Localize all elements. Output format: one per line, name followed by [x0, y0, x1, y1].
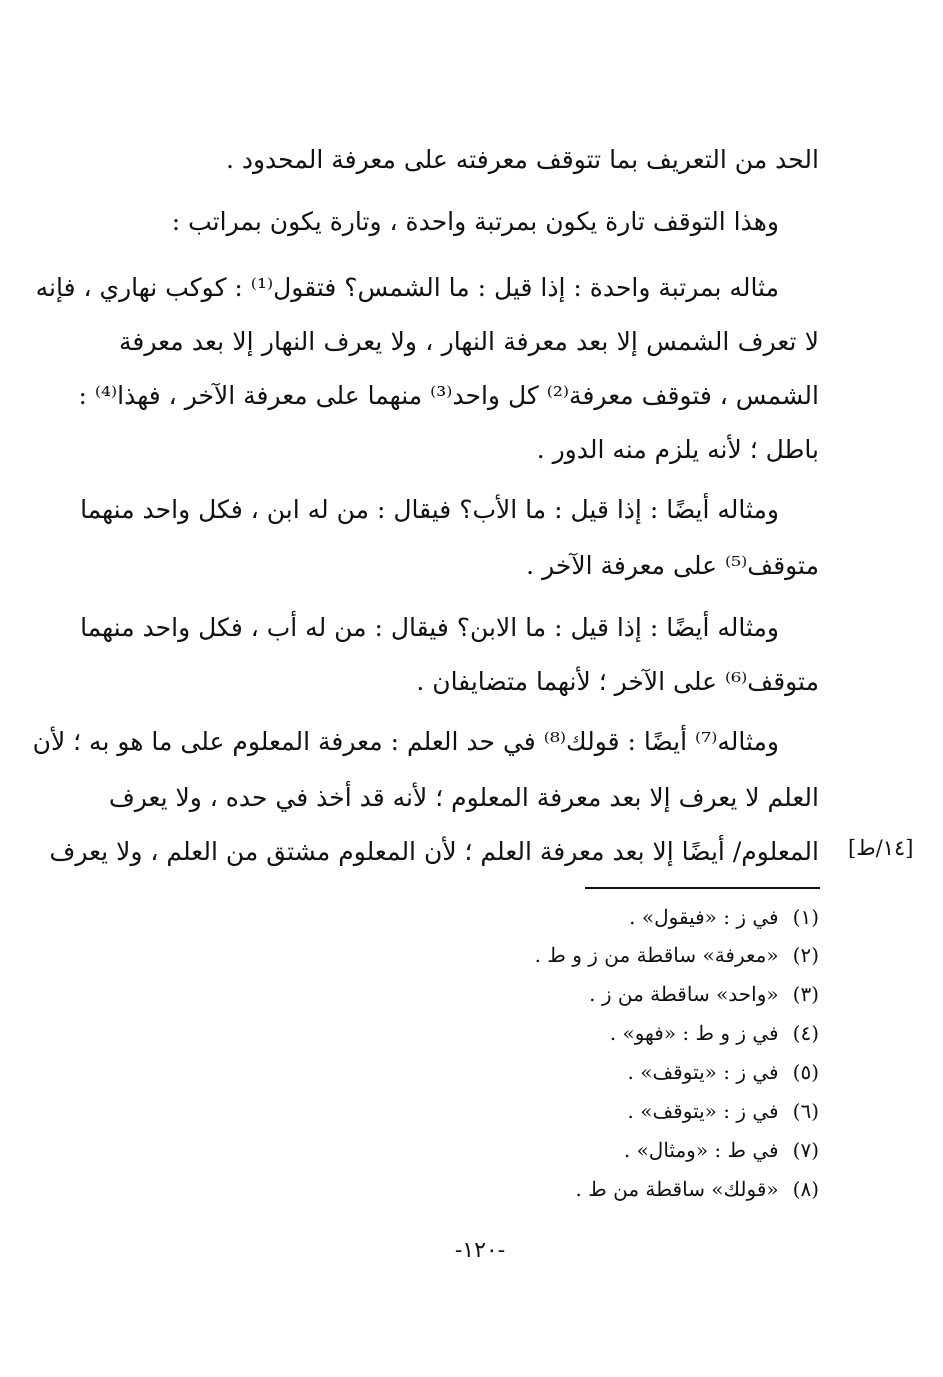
body-line: الشمس ، فتوقف معرفة⁽²⁾ كل واحد⁽³⁾ منهما على معرفة الآخر ، فهذا⁽⁴⁾ :	[78, 381, 819, 410]
footnote	[369, 940, 819, 970]
footnote	[369, 1018, 819, 1048]
footnote-number: (٨)	[792, 1177, 819, 1201]
body-line: ومثاله⁽⁷⁾ أيضًا : قولك⁽⁸⁾ في حد العلم : معرفة المعلوم على ما هو به ؛ لأن	[32, 727, 779, 756]
body-line: العلم لا يعرف إلا بعد معرفة المعلوم ؛ لأنه قد أخذ في حده ، ولا يعرف	[108, 783, 819, 812]
footnote-number: (٦)	[792, 1099, 819, 1123]
footnote-separator	[585, 887, 820, 889]
margin-folio-note: [١٤/ط]	[848, 836, 914, 860]
footnote-number: (٢)	[792, 943, 819, 967]
footnote-text: في ز و ط : «فهو» .	[609, 1021, 779, 1045]
page-number: -١٢٠-	[454, 1238, 506, 1263]
footnote-number: (٣)	[792, 982, 819, 1006]
footnote-number: (٤)	[792, 1021, 819, 1045]
body-line: متوقف⁽⁶⁾ على الآخر ؛ لأنهما متضايفان .	[416, 667, 819, 696]
footnote-text: في ز : «يتوقف» .	[627, 1099, 779, 1123]
footnote-text: «معرفة» ساقطة من ز و ط .	[534, 943, 779, 967]
footnote-text: في ط : «ومثال» .	[623, 1138, 779, 1162]
body-line: وهذا التوقف تارة يكون بمرتبة واحدة ، وتارة يكون بمراتب :	[171, 207, 779, 236]
body-line: ومثاله أيضًا : إذا قيل : ما الابن؟ فيقال : من له أب ، فكل واحد منهما	[80, 613, 779, 642]
footnote-text: في ز : «فيقول» .	[629, 905, 779, 929]
footnote	[369, 1174, 819, 1204]
footnote-number: (٥)	[792, 1060, 819, 1084]
body-line: لا تعرف الشمس إلا بعد معرفة النهار ، ولا يعرف النهار إلا بعد معرفة	[119, 327, 819, 356]
body-line: الحد من التعريف بما تتوقف معرفته على معرفة المحدود .	[225, 145, 819, 174]
footnote-number: (٧)	[792, 1138, 819, 1162]
footnote-number: (١)	[792, 905, 819, 929]
footnote-text: في ز : «يتوقف» .	[627, 1060, 779, 1084]
body-line: المعلوم/ أيضًا إلا بعد معرفة العلم ؛ لأن المعلوم مشتق من العلم ، ولا يعرف	[49, 837, 819, 866]
body-line: مثاله بمرتبة واحدة : إذا قيل : ما الشمس؟ فتقول⁽¹⁾ : كوكب نهاري ، فإنه	[35, 273, 779, 302]
footnote-text: «قولك» ساقطة من ط .	[575, 1177, 779, 1201]
body-line: متوقف⁽⁵⁾ على معرفة الآخر .	[526, 551, 819, 580]
footnote	[369, 902, 819, 932]
footnote	[369, 1096, 819, 1126]
footnote	[369, 979, 819, 1009]
body-line: باطل ؛ لأنه يلزم منه الدور .	[536, 435, 819, 464]
footnote	[369, 1057, 819, 1087]
footnote	[369, 1135, 819, 1165]
body-line: ومثاله أيضًا : إذا قيل : ما الأب؟ فيقال : من له ابن ، فكل واحد منهما	[80, 495, 779, 524]
footnote-text: «واحد» ساقطة من ز .	[589, 982, 779, 1006]
